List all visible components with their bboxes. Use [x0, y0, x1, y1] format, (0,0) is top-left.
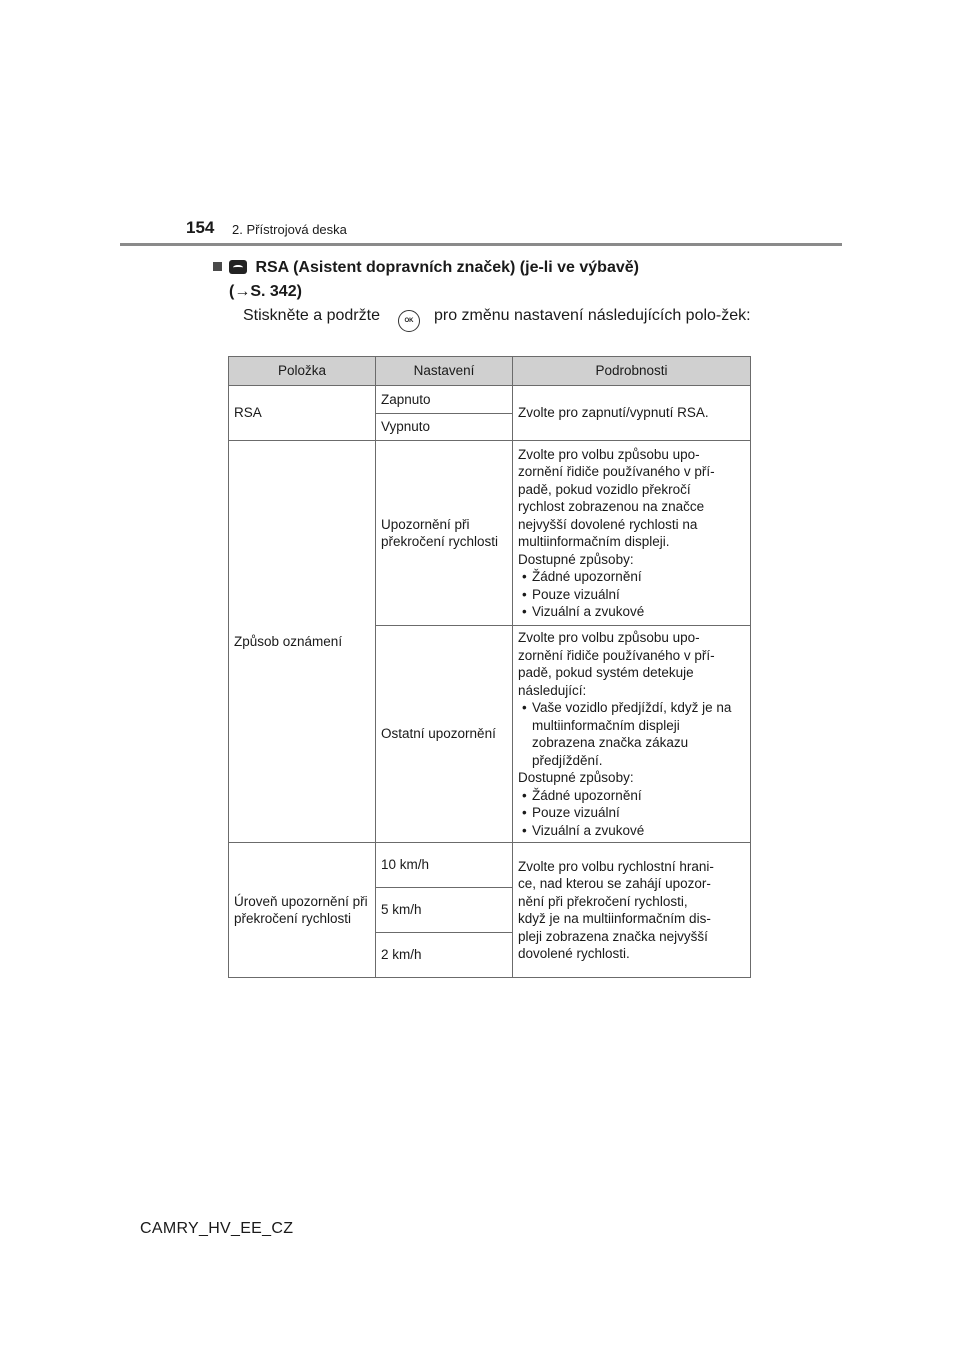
detail-line: Dostupné způsoby: — [518, 770, 634, 785]
list-item: • Žádné upozornění — [518, 787, 745, 805]
page-number: 154 — [186, 218, 215, 237]
detail-line: pleji zobrazena značka nejvyšší — [518, 928, 708, 944]
heading-title: RSA (Asistent dopravních značek) (je-li ve výbavě) — [255, 259, 639, 276]
condition-list — [518, 699, 745, 769]
list-item: • Vizuální a zvukové — [518, 603, 745, 621]
section-heading — [213, 256, 773, 304]
setting-cell: 5 km/h — [376, 888, 513, 933]
setting-cell: Zapnuto — [376, 386, 513, 414]
detail-line: následující: — [518, 682, 587, 698]
detail-line: rychlost zobrazenou na značce — [518, 499, 705, 514]
settings-table — [228, 356, 751, 978]
list-item: • Žádné upozornění — [518, 568, 745, 586]
setting-cell: 10 km/h — [376, 843, 513, 888]
detail-line: dovolené rychlosti. — [518, 946, 630, 961]
detail-line: multiinformačním displeji. — [518, 534, 670, 549]
page-reference-link[interactable]: (→S. 342) — [229, 283, 302, 300]
item-cell-notification: Způsob oznámení — [229, 441, 376, 843]
column-header-setting: Nastavení — [376, 357, 513, 386]
detail-cell — [513, 843, 751, 978]
table-row — [229, 441, 751, 626]
detail-line: nejvyšší dovolené rychlosti na — [518, 516, 698, 532]
intro-after: pro změnu nastavení následujících polo-žek: — [433, 307, 751, 324]
detail-line: Zvolte pro volbu způsobu upo- — [518, 446, 700, 462]
detail-line: zornění řidiče používaného v pří- — [518, 464, 715, 479]
detail-line: když je na multiinformačním dis- — [518, 911, 711, 926]
model-code-footer: CAMRY_HV_EE_CZ — [140, 1220, 294, 1237]
detail-line: Zvolte pro volbu způsobu upo- — [518, 630, 700, 645]
square-bullet-icon — [213, 262, 222, 271]
setting-cell: Ostatní upozornění — [376, 626, 513, 843]
item-cell-rsa: RSA — [229, 386, 376, 441]
list-item: • Pouze vizuální — [518, 804, 745, 822]
header-divider — [120, 243, 842, 246]
intro-before: Stiskněte a podržte — [243, 307, 380, 324]
mode-list — [518, 787, 745, 840]
table-header-row — [229, 357, 751, 386]
table-row — [229, 386, 751, 414]
column-header-item: Položka — [229, 357, 376, 386]
ok-button-icon: OK — [398, 310, 420, 332]
rsa-icon — [229, 260, 247, 274]
detail-line: nění při překročení rychlosti, — [518, 893, 688, 909]
setting-cell: Vypnuto — [376, 413, 513, 441]
detail-cell — [513, 626, 751, 843]
setting-cell: 2 km/h — [376, 933, 513, 978]
column-header-details: Podrobnosti — [513, 357, 751, 386]
detail-line: Zvolte pro volbu rychlostní hrani- — [518, 858, 714, 874]
detail-cell — [513, 441, 751, 626]
detail-line: zornění řidiče používaného v pří- — [518, 647, 715, 663]
item-cell-speed-level: Úroveň upozornění při překročení rychlosti — [229, 843, 376, 978]
list-item: • Pouze vizuální — [518, 586, 745, 604]
detail-line: Dostupné způsoby: — [518, 551, 634, 567]
detail-line: padě, pokud systém detekuje — [518, 665, 694, 680]
table-row — [229, 843, 751, 888]
detail-line: ce, nad kterou se zahájí upozor- — [518, 876, 711, 891]
setting-cell: Upozornění při překročení rychlosti — [376, 441, 513, 626]
mode-list — [518, 568, 745, 621]
section-title: 2. Přístrojová deska — [232, 222, 347, 237]
detail-line: padě, pokud vozidlo překročí — [518, 481, 691, 497]
list-item: • Vizuální a zvukové — [518, 822, 745, 840]
detail-cell: Zvolte pro zapnutí/vypnutí RSA. — [513, 386, 751, 441]
list-item: • Vaše vozidlo předjíždí, když je na multiinformačním displeji zobrazena značka zákazu předjíždění. — [518, 699, 745, 769]
intro-text — [243, 304, 763, 332]
